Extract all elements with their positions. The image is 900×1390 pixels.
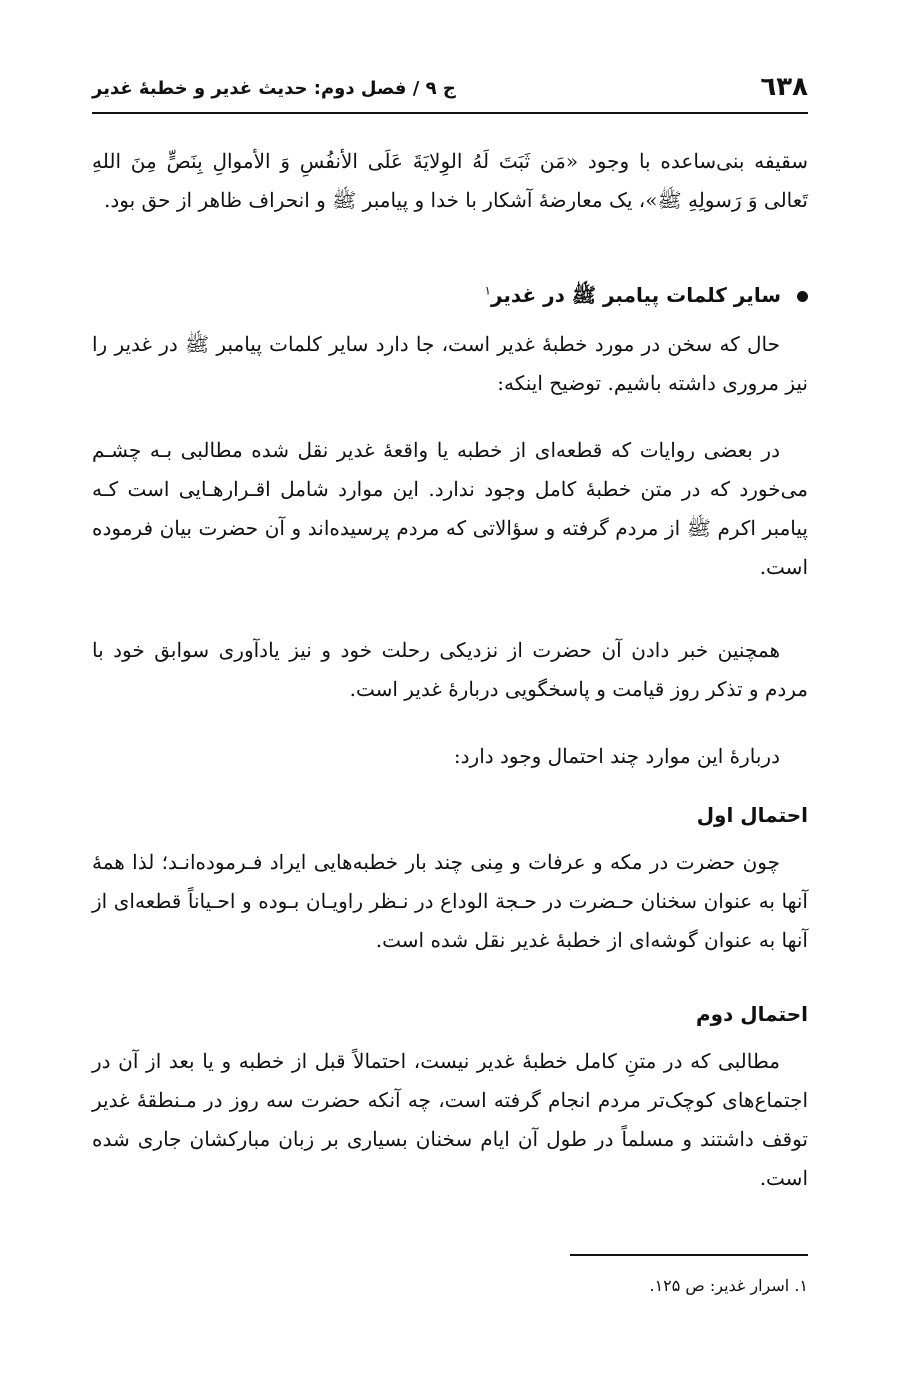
section-heading-text: سایر کلمات پیامبر ﷺ در غدیر	[490, 283, 781, 307]
paragraph-7: مطالبی که در متنِ کامل خطبهٔ غدیر نیست، احتمالاً قبل از خطبه و یا بعد از آن در اجتماع‌های کوچک‌تر مردم انجام گرفته است، چه آنکه حضرت سه روز در مـنطقهٔ غدیر توقف داشتند و مسلماً در طول آن ایام سخنان بسیاری بر زبان مبارکشان جاری شده است.	[92, 1049, 808, 1190]
paragraph-4: همچنین خبر دادن آن حضرت از نزدیکی رحلت خود و نیز یادآوری سوابق خود با مردم و تذکر روز قیامت و پاسخگویی دربارهٔ غدیر است.	[92, 638, 808, 701]
paragraph-2: حال که سخن در مورد خطبهٔ غدیر است، جا دارد سایر کلمات پیامبر ﷺ در غدیر را نیز مروری داشته باشیم. توضیح اینکه:	[92, 332, 808, 395]
running-title: ج ۹ / فصل دوم: حدیث غدیر و خطبهٔ غدیر	[92, 78, 456, 99]
heading-second-possibility: احتمال دوم	[695, 1002, 808, 1026]
paragraph-1: سقیفه بنی‌ساعده با وجود «مَن ثَبَتَ لَهُ الوِلایَةَ عَلَی الأنفُسِ وَ الأموالِ بِنَصٍّ مِنَ اللهِ تَعالی وَ رَسولِهِ ﷺ»، یک معارضهٔ آشکار با خدا و پیامبر ﷺ و انحراف ظاهر از حق بود.	[92, 149, 808, 212]
paragraph-6: چون حضرت در مکه و عرفات و مِنی چند بار خطبه‌هایی ایراد فـرموده‌انـد؛ لذا همهٔ آنها به عنوان سخنان حـضرت در حـجة الوداع در نـظر راویـان بـوده و احـیاناً قطعه‌ای از آنها به عنوان گوشه‌ای از خطبهٔ غدیر نقل شده است.	[92, 850, 808, 952]
bullet-icon	[797, 291, 808, 302]
footnote-mark: ۱	[484, 283, 491, 298]
section-heading	[92, 283, 808, 312]
page-header	[92, 72, 808, 114]
heading-first-possibility: احتمال اول	[696, 803, 808, 827]
footnote: ۱. اسرار غدیر: ص ۱۲۵.	[649, 1276, 808, 1295]
paragraph-5: دربارهٔ این موارد چند احتمال وجود دارد:	[453, 744, 780, 768]
page-number: ٦٣٨	[760, 72, 808, 102]
footnote-divider	[570, 1254, 808, 1256]
paragraph-3: در بعضی روایات که قطعه‌ای از خطبه یا واقعهٔ غدیر نقل شده مطالبی بـه چشـم می‌خورد که در متن خطبهٔ کامل وجود ندارد. این موارد شامل اقـرارهـایی است کـه پیامبر اکرم ﷺ از مردم گرفته و سؤالاتی که مردم پرسیده‌اند و آن حضرت بیان فرموده است.	[92, 438, 808, 579]
